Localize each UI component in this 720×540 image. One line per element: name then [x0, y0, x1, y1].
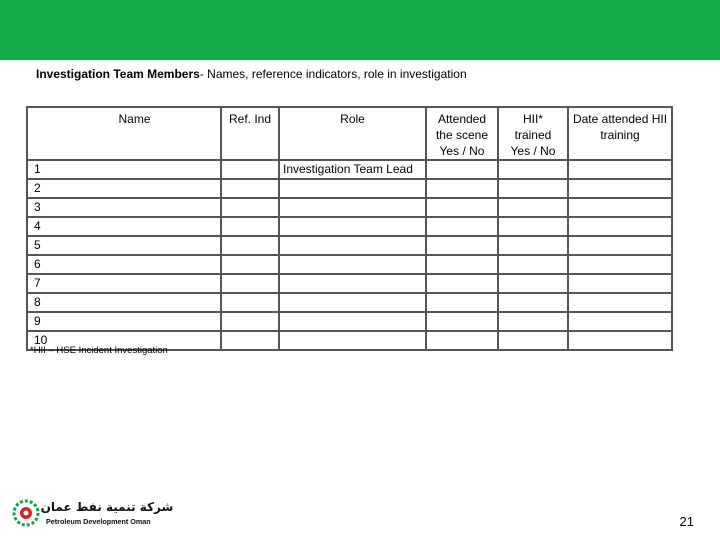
logo-arabic: شركة تنمية نفط عمان	[40, 500, 174, 514]
table-row	[27, 312, 672, 331]
row-ref-cell	[221, 217, 279, 236]
row-ref-cell	[221, 160, 279, 179]
footnote: *HII – HSE Incident Investigation	[30, 345, 168, 356]
row-role-cell	[279, 236, 426, 255]
row-name-cell	[49, 274, 221, 293]
header-attended-line3: Yes / No	[439, 144, 485, 158]
row-attended-cell	[426, 179, 498, 198]
header-name: Name	[49, 107, 221, 160]
row-role-cell: Investigation Team Lead	[279, 160, 426, 179]
row-role-cell	[279, 179, 426, 198]
slide-heading	[36, 67, 467, 81]
table-row	[27, 217, 672, 236]
row-trained-cell	[498, 274, 568, 293]
table-row	[27, 236, 672, 255]
pdo-logo	[12, 496, 177, 530]
row-name-cell	[49, 236, 221, 255]
table-row	[27, 293, 672, 312]
row-ref-cell	[221, 198, 279, 217]
row-number: 8	[27, 293, 49, 312]
row-name-cell	[49, 160, 221, 179]
header-date-line2: training	[600, 128, 640, 142]
row-trained-cell	[498, 312, 568, 331]
row-ref-cell	[221, 274, 279, 293]
header-trained-line1: HII*	[522, 112, 543, 126]
row-trained-cell	[498, 179, 568, 198]
row-number: 9	[27, 312, 49, 331]
row-number: 5	[27, 236, 49, 255]
header-bar	[0, 0, 720, 60]
header-attended-line1: Attended	[437, 112, 487, 126]
header-attended-line2: the scene	[435, 128, 489, 142]
row-attended-cell	[426, 255, 498, 274]
header-attended	[426, 107, 498, 160]
header-role: Role	[279, 107, 426, 160]
logo-english: Petroleum Development Oman	[46, 517, 151, 526]
row-number: 3	[27, 198, 49, 217]
row-number: 7	[27, 274, 49, 293]
row-attended-cell	[426, 198, 498, 217]
table-row	[27, 179, 672, 198]
row-date-cell	[568, 293, 672, 312]
row-ref-cell	[221, 331, 279, 350]
row-role-cell	[279, 312, 426, 331]
page-number: 21	[679, 514, 694, 529]
header-date-attended	[568, 107, 672, 160]
row-ref-cell	[221, 293, 279, 312]
row-date-cell	[568, 217, 672, 236]
row-role-cell	[279, 331, 426, 350]
row-role-cell	[279, 198, 426, 217]
row-name-cell	[49, 179, 221, 198]
table-row	[27, 274, 672, 293]
table-header-row	[27, 107, 672, 160]
row-number: 10	[27, 331, 49, 350]
row-number: 1	[27, 160, 49, 179]
row-date-cell	[568, 160, 672, 179]
team-members-table	[26, 106, 673, 351]
row-name-cell	[49, 255, 221, 274]
row-trained-cell	[498, 160, 568, 179]
header-trained-line3: Yes / No	[510, 144, 556, 158]
row-trained-cell	[498, 198, 568, 217]
row-trained-cell	[498, 331, 568, 350]
row-attended-cell	[426, 217, 498, 236]
row-name-cell	[49, 198, 221, 217]
header-number	[27, 107, 49, 160]
row-date-cell	[568, 198, 672, 217]
row-number: 4	[27, 217, 49, 236]
row-date-cell	[568, 236, 672, 255]
row-trained-cell	[498, 255, 568, 274]
heading-bold: Investigation Team Members	[36, 67, 200, 81]
row-attended-cell	[426, 274, 498, 293]
row-ref-cell	[221, 312, 279, 331]
row-role-cell	[279, 217, 426, 236]
row-ref-cell	[221, 236, 279, 255]
row-date-cell	[568, 179, 672, 198]
table-row	[27, 198, 672, 217]
row-attended-cell	[426, 160, 498, 179]
row-attended-cell	[426, 293, 498, 312]
row-role-cell	[279, 274, 426, 293]
row-date-cell	[568, 274, 672, 293]
table-row	[27, 160, 672, 179]
row-number: 2	[27, 179, 49, 198]
table-row	[27, 255, 672, 274]
header-date-line1: Date attended HII	[572, 112, 668, 126]
row-attended-cell	[426, 236, 498, 255]
row-date-cell	[568, 255, 672, 274]
heading-rest: - Names, reference indicators, role in investigation	[199, 67, 467, 81]
pdo-emblem-icon	[14, 501, 38, 525]
row-role-cell	[279, 255, 426, 274]
row-date-cell	[568, 312, 672, 331]
row-ref-cell	[221, 255, 279, 274]
row-name-cell	[49, 312, 221, 331]
row-attended-cell	[426, 312, 498, 331]
row-trained-cell	[498, 293, 568, 312]
row-date-cell	[568, 331, 672, 350]
row-trained-cell	[498, 217, 568, 236]
row-number: 6	[27, 255, 49, 274]
header-trained-line2: trained	[514, 128, 552, 142]
row-attended-cell	[426, 331, 498, 350]
row-trained-cell	[498, 236, 568, 255]
header-hii-trained	[498, 107, 568, 160]
row-name-cell	[49, 293, 221, 312]
row-ref-cell	[221, 179, 279, 198]
row-role-cell	[279, 293, 426, 312]
header-ref-ind: Ref. Ind	[221, 107, 279, 160]
row-name-cell	[49, 217, 221, 236]
